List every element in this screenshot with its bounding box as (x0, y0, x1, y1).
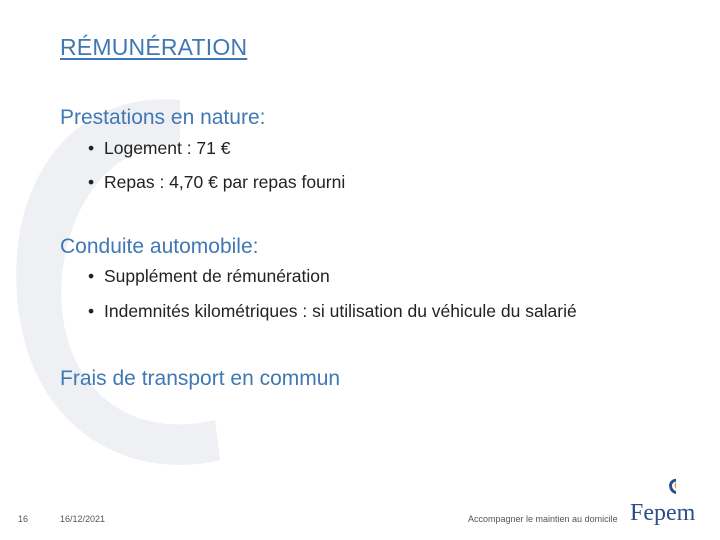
footer-date: 16/12/2021 (60, 514, 106, 524)
logo-text: Fepem (630, 500, 696, 526)
bullet-supplement: • Supplément de rémunération (88, 266, 330, 286)
bullet-logement: • Logement : 71 € (88, 138, 231, 158)
slide-title: RÉMUNÉRATION (60, 34, 248, 60)
bullet-indemnites: • Indemnités kilométriques : si utilisation du véhicule du salarié (88, 301, 577, 321)
footer-tagline: Accompagner le maintien au domicile (468, 514, 618, 524)
page-number: 16 (18, 514, 29, 524)
section-heading-conduite: Conduite automobile: (60, 235, 259, 258)
section-heading-prestations: Prestations en nature: (60, 106, 266, 129)
section-heading-transport: Frais de transport en commun (60, 367, 341, 390)
bullet-repas: • Repas : 4,70 € par repas fourni (88, 172, 346, 192)
